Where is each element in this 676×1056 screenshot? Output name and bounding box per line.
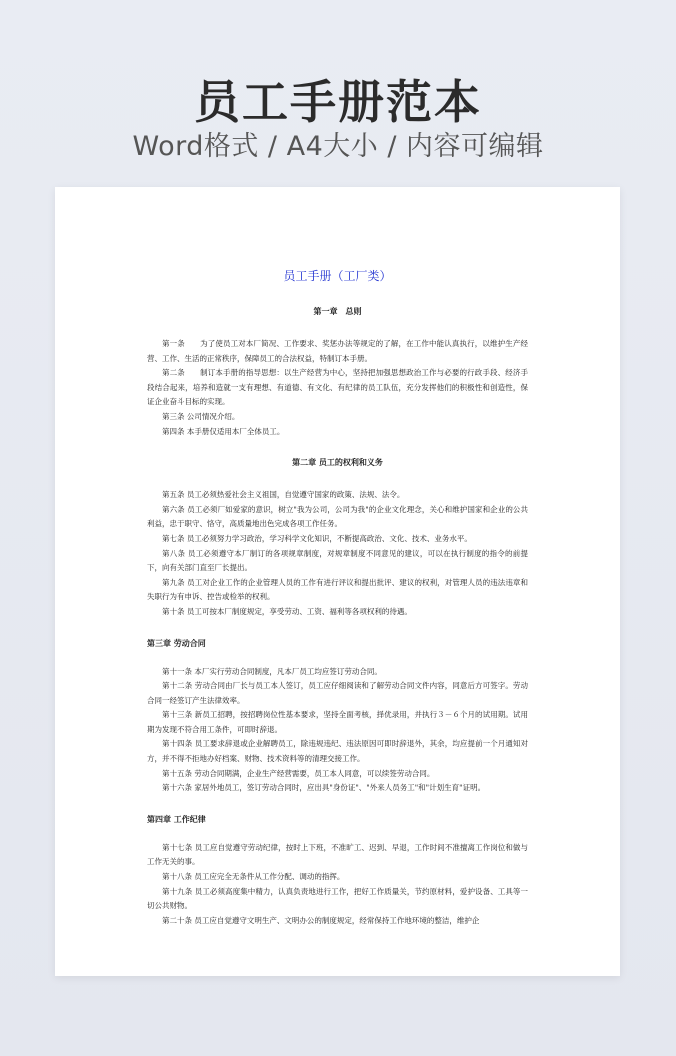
chapter-heading: 第三章 劳动合同 xyxy=(147,638,206,648)
document-title: 员工手册（工厂类） xyxy=(283,269,392,283)
article-paragraph: 第四条 本手册仅适用本厂全体员工。 xyxy=(162,426,285,436)
article-paragraph: 第七条 员工必须努力学习政治，学习科学文化知识，不断提高政治、文化、技术、业务水平。 xyxy=(162,533,472,543)
article-paragraph: 第五条 员工必须热爱社会主义祖国，自觉遵守国家的政策、法规、法令。 xyxy=(162,490,405,500)
article-paragraph: 第十三条 新员工招聘，按招聘岗位性基本要求，坚持全面考核，择优录用，并执行３－６个月的试用期。试用期为发现不符合用工条件，可即时辞退。 xyxy=(147,710,528,734)
article-paragraph: 第十条 员工可按本厂制度规定，享受劳动、工资、福利等各项权利的待遇。 xyxy=(162,606,412,616)
article-paragraph: 第二条 制订本手册的指导思想：以生产经营为中心，坚持把加强思想政治工作与必要的行政手段、经济手段结合起来，培养和造就一支有理想、有道德、有文化、有纪律的员工队伍，充分发挥他们的积极性和创造性，保证企业奋斗目标的实现。 xyxy=(147,368,528,407)
article-paragraph: 第十二条 劳动合同由厂长与员工本人签订，员工应仔细阅读和了解劳动合同文件内容，同意后方可签字。劳动合同一经签订产生法律效率。 xyxy=(147,681,528,705)
article-paragraph: 第九条 员工对企业工作的企业管理人员的工作有进行评议和提出批评、建议的权利，对管理人员的违法违章和失职行为有申诉、控告或检举的权利。 xyxy=(147,577,528,602)
article-paragraph: 第十九条 员工必须高度集中精力，认真负责地进行工作，把好工作质量关，节约原材料，爱护设备、工具等一切公共财物。 xyxy=(147,886,528,911)
article-paragraph: 第十四条 员工要求辞退或企业解聘员工，除违规违纪、违法原因可即时辞退外，其余，均应提前一个月通知对方，并不得不拒地办好档案、财物、技术资料等的清理交接工作。 xyxy=(147,739,528,764)
article-paragraph: 第十一条 本厂实行劳动合同制度，凡本厂员工均应签订劳动合同。 xyxy=(162,666,382,676)
chapter-1 xyxy=(147,306,528,439)
article-paragraph: 第十六条 家居外地员工，签订劳动合同时，应出具"身份证"、"外来人员务工"和"计划生育"证明。 xyxy=(162,783,486,793)
chapter-2 xyxy=(147,457,528,619)
article-paragraph: 第十五条 劳动合同期满，企业生产经营需要，员工本人同意，可以续签劳动合同。 xyxy=(162,768,435,778)
article-paragraph: 第三条 公司情况介绍。 xyxy=(162,411,240,421)
chapter-heading: 第四章 工作纪律 xyxy=(147,814,206,824)
chapter-3 xyxy=(147,638,528,796)
article-paragraph: 第六条 员工必须厂如爱家的意识，树立"我为公司，公司为我"的企业文化理念，关心和维护国家和企业的公共利益，忠于职守、恪守，高质量地出色完成各项工作任务。 xyxy=(147,504,528,529)
page-subtitle: Word格式 / A4大小 / 内容可编辑 xyxy=(132,131,544,162)
document-page xyxy=(55,187,620,976)
article-paragraph: 第八条 员工必须遵守本厂制订的各项规章制度，对规章制度不同意见的建议，可以在执行制度的指令的前提下，向有关部门直至厂长提出。 xyxy=(147,548,528,573)
page-title: 员工手册范本 xyxy=(194,75,482,129)
chapter-heading: 第一章 总则 xyxy=(313,307,362,316)
chapter-4 xyxy=(147,814,528,929)
article-paragraph: 第十八条 员工应完全无条件从工作分配、调动的指挥。 xyxy=(162,872,345,882)
chapter-heading: 第二章 员工的权利和义务 xyxy=(292,458,383,468)
article-paragraph: 第二十条 员工应自觉遵守文明生产、文明办公的制度规定，经常保持工作地环境的整洁，维护企 xyxy=(162,915,480,925)
article-paragraph: 第十七条 员工应自觉遵守劳动纪律，按时上下班，不准旷工、迟到、早退，工作时间不准擅离工作岗位和做与工作无关的事。 xyxy=(147,842,528,867)
article-paragraph: 第一条 为了使员工对本厂简况、工作要求、奖惩办法等规定的了解，在工作中能认真执行，以维护生产经营、工作、生活的正常秩序，保障员工的合法权益，特制订本手册。 xyxy=(147,339,528,363)
